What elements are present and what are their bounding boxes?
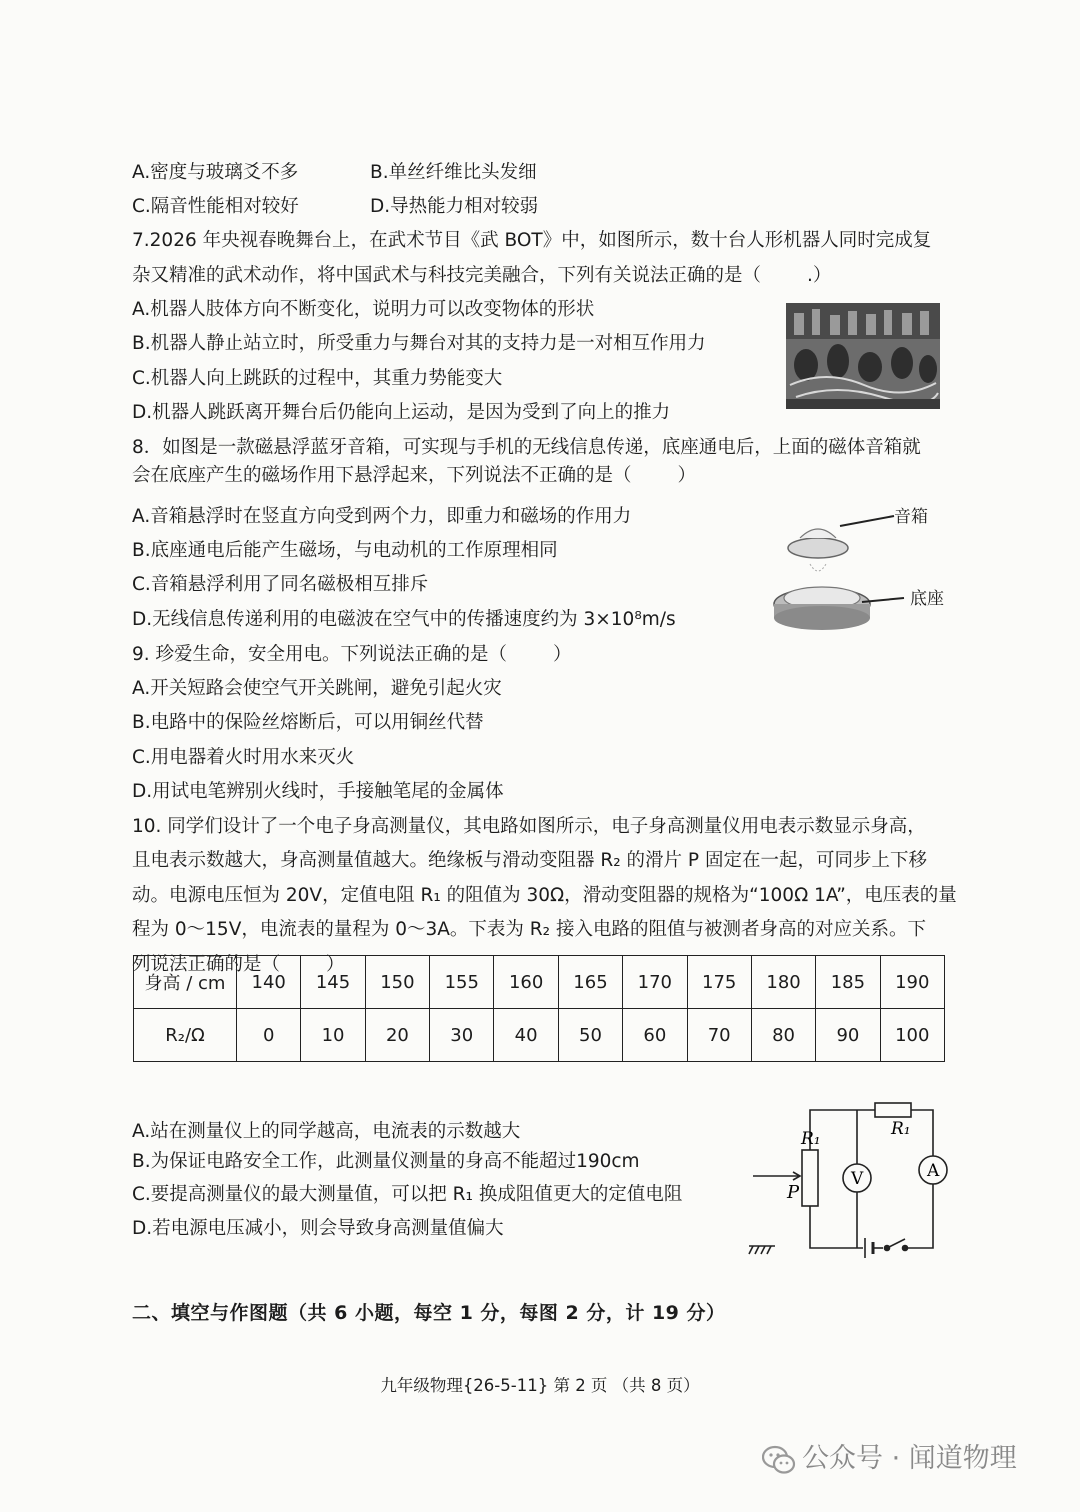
table-cell: 60 [623, 1009, 687, 1062]
q8-stem-line2 [132, 464, 696, 488]
table-cell: 80 [751, 1009, 815, 1062]
q10-option-b: B.为保证电路安全工作，此测量仪测量的身高不能超过190cm [132, 1151, 640, 1172]
table-cell: 150 [365, 956, 429, 1009]
q9-stem [132, 643, 572, 667]
table-cell: 180 [751, 956, 815, 1009]
q8-option-c: C.音箱悬浮利用了同名磁极相互排斥 [132, 574, 429, 595]
table-cell: 0 [237, 1009, 301, 1062]
robot-performance-photo [786, 303, 940, 409]
slider-p-label: P [787, 1182, 800, 1203]
q8-option-d: D.无线信息传递利用的电磁波在空气中的传播速度约为 3×10⁸m/s [132, 609, 676, 630]
voltmeter-symbol: V [851, 1169, 864, 1189]
table-cell: 90 [816, 1009, 880, 1062]
q8-stem-line1: 8．如图是一款磁悬浮蓝牙音箱，可实现与手机的无线信息传递，底座通电后，上面的磁体音箱就 [132, 437, 921, 458]
table-row-resistance [134, 1009, 945, 1062]
q7-option-d: D.机器人跳跃离开舞台后仍能向上运动，是因为受到了向上的推力 [132, 402, 671, 423]
table-cell: 20 [365, 1009, 429, 1062]
maglev-speaker-figure [770, 500, 960, 636]
speaker-label: 音箱 [894, 507, 928, 527]
q8-stem-close: ） [677, 465, 697, 486]
table-header-resistance: R₂/Ω [134, 1009, 237, 1062]
table-cell: 145 [301, 956, 365, 1009]
q7-stem-line1: 7.2026 年央视春晚舞台上，在武术节目《武 BOT》中，如图所示，数十台人形机器人同时完成复 [132, 230, 932, 251]
watermark [762, 1436, 1017, 1475]
q7-option-a: A.机器人肢体方向不断变化，说明力可以改变物体的形状 [132, 299, 595, 320]
ammeter-symbol: A [927, 1161, 940, 1181]
q9-option-d: D.用试电笔辨别火线时，手接触笔尾的金属体 [132, 781, 504, 802]
q7-stem-line2 [132, 264, 831, 288]
q7-stem-text: 杂又精准的武术动作，将中国武术与科技完美融合，下列有关说法正确的是（ [132, 265, 762, 286]
table-cell: 70 [687, 1009, 751, 1062]
q10-stem-line1: 10. 同学们设计了一个电子身高测量仪，其电路如图所示，电子身高测量仪用电表示数显示身高， [132, 816, 926, 837]
q9-option-c: C.用电器着火时用水来灭火 [132, 747, 355, 768]
watermark-text: 公众号 · 闻道物理 [802, 1443, 1017, 1474]
base-label: 底座 [910, 589, 944, 609]
height-resistance-table [133, 955, 945, 1062]
q10-option-d: D.若电源电压减小，则会导致身高测量值偏大 [132, 1218, 504, 1239]
height-meter-circuit [745, 1098, 955, 1268]
q10-stem-close: ） [326, 954, 345, 975]
table-cell: 175 [687, 956, 751, 1009]
table-cell: 50 [558, 1009, 622, 1062]
q10-stem-line2: 且电表示数越大，身高测量值越大。绝缘板与滑动变阻器 R₂ 的滑片 P 固定在一起，可同步上下移 [132, 850, 927, 871]
table-cell: 155 [430, 956, 494, 1009]
page-footer: 九年级物理{26-5-11} 第 2 页 （共 8 页） [380, 1376, 700, 1395]
q10-option-c: C.要提高测量仪的最大测量值，可以把 R₁ 换成阻值更大的定值电阻 [132, 1184, 683, 1205]
r1-side-label: R₁ [801, 1129, 821, 1149]
q9-stem-text: 9. 珍爱生命，安全用电。下列说法正确的是（ [132, 644, 508, 665]
r1-top-label: R₁ [891, 1119, 911, 1139]
table-header-height: 身高 / cm [134, 956, 237, 1009]
q6-option-d: D.导热能力相对较弱 [370, 196, 539, 217]
table-cell: 165 [558, 956, 622, 1009]
q7-stem-close: .） [807, 265, 832, 286]
q10-stem-line4: 程为 0～15V，电流表的量程为 0～3A。下表为 R₂ 接入电路的阻值与被测者身高的对应关系。下 [132, 919, 926, 940]
q6-option-a: A.密度与玻璃爻不多 [132, 162, 299, 183]
q9-option-b: B.电路中的保险丝熔断后，可以用铜丝代替 [132, 712, 484, 733]
table-cell: 30 [430, 1009, 494, 1062]
table-cell: 10 [301, 1009, 365, 1062]
q10-stem-text: 列说法正确的是（ [132, 954, 281, 975]
table-row-height [134, 956, 945, 1009]
wechat-icon [762, 1445, 796, 1475]
table-cell: 140 [237, 956, 301, 1009]
table-cell: 170 [623, 956, 687, 1009]
q6-option-b: B.单丝纤维比头发细 [370, 162, 537, 183]
q8-option-a: A.音箱悬浮时在竖直方向受到两个力，即重力和磁场的作用力 [132, 506, 632, 527]
q8-stem-text: 会在底座产生的磁场作用下悬浮起来，下列说法不正确的是（ [132, 465, 632, 486]
q7-option-b: B.机器人静止站立时，所受重力与舞台对其的支持力是一对相互作用力 [132, 333, 706, 354]
q8-option-b: B.底座通电后能产生磁场，与电动机的工作原理相同 [132, 540, 558, 561]
table-cell: 160 [494, 956, 558, 1009]
q6-option-c: C.隔音性能相对较好 [132, 196, 299, 217]
section-2-heading: 二、填空与作图题（共 6 小题，每空 1 分，每图 2 分，计 19 分） [132, 1302, 726, 1324]
table-cell: 40 [494, 1009, 558, 1062]
q9-option-a: A.开关短路会使空气开关跳闸，避免引起火灾 [132, 678, 502, 699]
table-cell: 190 [880, 956, 944, 1009]
table-cell: 100 [880, 1009, 944, 1062]
q10-stem-line3: 动。电源电压恒为 20V，定值电阻 R₁ 的阻值为 30Ω，滑动变阻器的规格为“100Ω 1A”，电压表的量 [132, 885, 957, 906]
q9-stem-close: ） [553, 644, 572, 665]
q7-option-c: C.机器人向上跳跃的过程中，其重力势能变大 [132, 368, 503, 389]
q10-option-a: A.站在测量仪上的同学越高，电流表的示数越大 [132, 1121, 521, 1142]
table-cell: 185 [816, 956, 880, 1009]
